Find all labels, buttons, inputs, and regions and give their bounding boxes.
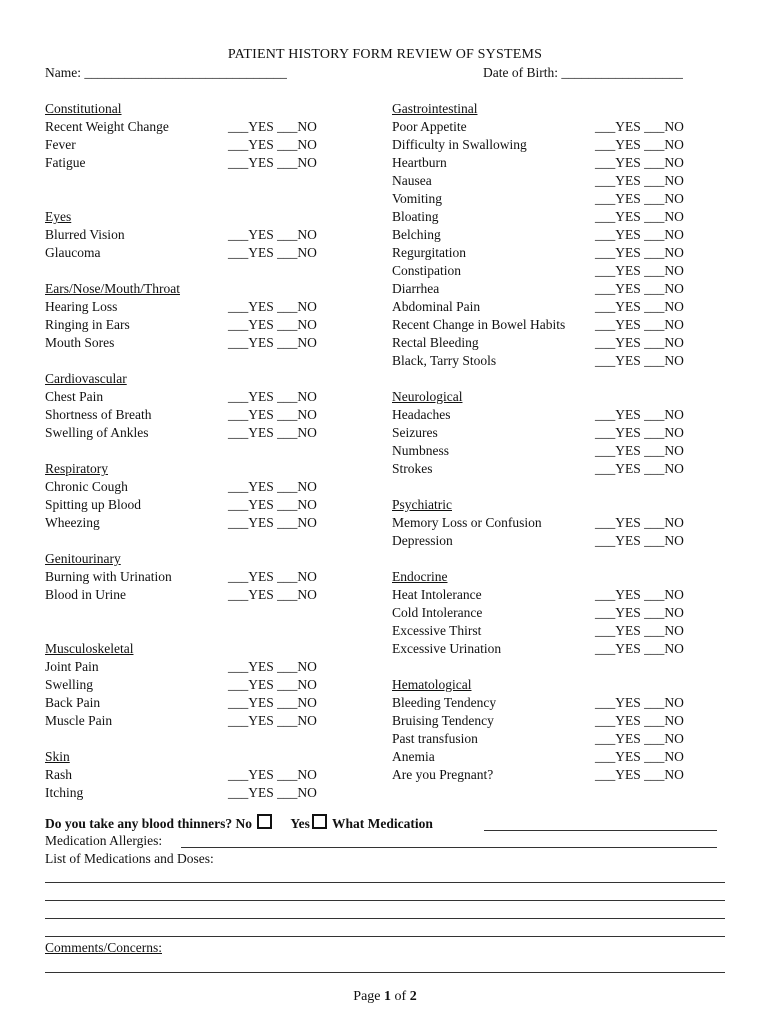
yes-no-field[interactable]: ___YES ___NO xyxy=(228,119,317,134)
symptom-label: Muscle Pain xyxy=(45,713,113,728)
symptom-label: Chronic Cough xyxy=(45,479,128,494)
dob-field[interactable] xyxy=(483,65,683,81)
medication-allergies-label: Medication Allergies: xyxy=(45,833,163,848)
yes-no-field[interactable]: ___YES ___NO xyxy=(595,407,684,422)
page-current: 1 xyxy=(384,989,392,1004)
yes-no-field[interactable]: ___YES ___NO xyxy=(228,497,317,512)
medications-line-4[interactable] xyxy=(45,936,725,937)
yes-no-field[interactable]: ___YES ___NO xyxy=(595,173,684,188)
page-total: 2 xyxy=(409,989,417,1004)
symptom-label: Abdominal Pain xyxy=(392,299,481,314)
symptom-label: Recent Weight Change xyxy=(45,119,169,134)
symptom-label: Vomiting xyxy=(392,191,443,206)
yes-no-field[interactable]: ___YES ___NO xyxy=(595,749,684,764)
form-title: PATIENT HISTORY FORM REVIEW OF SYSTEMS xyxy=(227,47,543,62)
symptom-label: Excessive Thirst xyxy=(392,623,482,638)
name-label: Name: xyxy=(45,65,85,80)
yes-no-field[interactable]: ___YES ___NO xyxy=(595,587,684,602)
yes-no-field[interactable]: ___YES ___NO xyxy=(595,353,684,368)
yes-no-field[interactable]: ___YES ___NO xyxy=(595,731,684,746)
symptom-label: Heat Intolerance xyxy=(392,587,482,602)
symptom-label: Recent Change in Bowel Habits xyxy=(392,317,566,332)
yes-no-field[interactable]: ___YES ___NO xyxy=(595,155,684,170)
symptom-label: Shortness of Breath xyxy=(45,407,152,422)
yes-no-field[interactable]: ___YES ___NO xyxy=(595,695,684,710)
symptom-label: Glaucoma xyxy=(45,245,101,260)
symptom-label: Strokes xyxy=(392,461,433,476)
symptom-label: Memory Loss or Confusion xyxy=(392,515,542,530)
symptom-label: Swelling xyxy=(45,677,94,692)
symptom-label: Chest Pain xyxy=(45,389,104,404)
yes-no-field[interactable]: ___YES ___NO xyxy=(595,767,684,782)
symptom-label: Joint Pain xyxy=(45,659,99,674)
yes-no-field[interactable]: ___YES ___NO xyxy=(595,641,684,656)
yes-no-field[interactable]: ___YES ___NO xyxy=(228,407,317,422)
name-field[interactable] xyxy=(45,65,287,81)
right-section-heading: Gastrointestinal xyxy=(392,101,478,116)
symptom-label: Bruising Tendency xyxy=(392,713,494,728)
no-checkbox[interactable] xyxy=(257,814,272,829)
medications-line-1[interactable] xyxy=(45,882,725,883)
dob-label: Date of Birth: xyxy=(483,65,562,80)
symptom-label: Fatigue xyxy=(45,155,86,170)
yes-no-field[interactable]: ___YES ___NO xyxy=(228,245,317,260)
yes-no-field[interactable]: ___YES ___NO xyxy=(228,137,317,152)
yes-no-field[interactable]: ___YES ___NO xyxy=(595,191,684,206)
symptom-label: Excessive Urination xyxy=(392,641,502,656)
symptom-label: Diarrhea xyxy=(392,281,440,296)
yes-no-field[interactable]: ___YES ___NO xyxy=(595,335,684,350)
symptom-label: Mouth Sores xyxy=(45,335,115,350)
symptom-label: Bloating xyxy=(392,209,439,224)
symptom-label: Cold Intolerance xyxy=(392,605,483,620)
yes-no-field[interactable]: ___YES ___NO xyxy=(228,425,317,440)
yes-no-field[interactable]: ___YES ___NO xyxy=(228,713,317,728)
dob-blank: __________________ xyxy=(561,65,683,80)
yes-no-field[interactable]: ___YES ___NO xyxy=(595,623,684,638)
symptom-label: Back Pain xyxy=(45,695,101,710)
symptom-label: Swelling of Ankles xyxy=(45,425,149,440)
page-word: Page xyxy=(353,989,385,1004)
yes-no-field[interactable]: ___YES ___NO xyxy=(228,227,317,242)
right-section-heading: Hematological xyxy=(392,677,472,692)
symptom-label: Bleeding Tendency xyxy=(392,695,497,710)
symptom-label: Blurred Vision xyxy=(45,227,125,242)
yes-no-field[interactable]: ___YES ___NO xyxy=(228,587,317,602)
symptom-label: Burning with Urination xyxy=(45,569,172,584)
comments-label: Comments/Concerns: xyxy=(45,940,162,955)
name-blank: ______________________________ xyxy=(84,65,287,80)
right-section-heading: Endocrine xyxy=(392,569,448,584)
yes-no-field[interactable]: ___YES ___NO xyxy=(595,443,684,458)
symptom-label: Numbness xyxy=(392,443,449,458)
yes-no-field[interactable]: ___YES ___NO xyxy=(595,245,684,260)
what-medication-field[interactable] xyxy=(484,830,717,831)
symptom-label: Seizures xyxy=(392,425,438,440)
symptom-label: Blood in Urine xyxy=(45,587,126,602)
symptom-label: Rash xyxy=(45,767,72,782)
symptom-label: Difficulty in Swallowing xyxy=(392,137,527,152)
left-section-heading: Genitourinary xyxy=(45,551,121,566)
symptom-label: Hearing Loss xyxy=(45,299,118,314)
symptom-label: Belching xyxy=(392,227,441,242)
left-section-heading: Ears/Nose/Mouth/Throat xyxy=(45,281,180,296)
symptom-label: Itching xyxy=(45,785,84,800)
yes-no-field[interactable]: ___YES ___NO xyxy=(595,281,684,296)
yes-no-field[interactable]: ___YES ___NO xyxy=(228,659,317,674)
symptom-label: Depression xyxy=(392,533,453,548)
yes-no-field[interactable]: ___YES ___NO xyxy=(595,533,684,548)
blood-thinners-question xyxy=(45,814,433,832)
yes-no-field[interactable]: ___YES ___NO xyxy=(228,299,317,314)
yes-no-field[interactable]: ___YES ___NO xyxy=(228,677,317,692)
medications-line-2[interactable] xyxy=(45,900,725,901)
symptom-label: Regurgitation xyxy=(392,245,466,260)
left-section-heading: Musculoskeletal xyxy=(45,641,134,656)
yes-no-field[interactable]: ___YES ___NO xyxy=(228,515,317,530)
symptom-label: Anemia xyxy=(392,749,435,764)
yes-no-field[interactable]: ___YES ___NO xyxy=(595,461,684,476)
yes-no-field[interactable]: ___YES ___NO xyxy=(228,335,317,350)
medication-allergies-field[interactable] xyxy=(181,847,717,848)
yes-no-field[interactable]: ___YES ___NO xyxy=(595,713,684,728)
left-section-heading: Constitutional xyxy=(45,101,122,116)
medications-label: List of Medications and Doses: xyxy=(45,851,214,866)
symptom-label: Headaches xyxy=(392,407,451,422)
symptom-label: Fever xyxy=(45,137,76,152)
yes-no-field[interactable]: ___YES ___NO xyxy=(228,155,317,170)
symptom-label: Are you Pregnant? xyxy=(392,767,494,782)
yes-no-field[interactable]: ___YES ___NO xyxy=(228,389,317,404)
symptom-label: Poor Appetite xyxy=(392,119,467,134)
left-section-heading: Respiratory xyxy=(45,461,108,476)
yes-no-field[interactable]: ___YES ___NO xyxy=(595,515,684,530)
what-medication-label: What Medication xyxy=(328,816,433,831)
yes-no-field[interactable]: ___YES ___NO xyxy=(228,317,317,332)
yes-no-field[interactable]: ___YES ___NO xyxy=(595,299,684,314)
yes-no-field[interactable]: ___YES ___NO xyxy=(228,695,317,710)
yes-no-field[interactable]: ___YES ___NO xyxy=(595,209,684,224)
yes-no-field[interactable]: ___YES ___NO xyxy=(228,785,317,800)
symptom-label: Rectal Bleeding xyxy=(392,335,479,350)
yes-no-field[interactable]: ___YES ___NO xyxy=(595,227,684,242)
yes-no-field[interactable]: ___YES ___NO xyxy=(595,119,684,134)
yes-no-field[interactable]: ___YES ___NO xyxy=(595,263,684,278)
yes-no-field[interactable]: ___YES ___NO xyxy=(595,317,684,332)
symptom-label: Wheezing xyxy=(45,515,100,530)
yes-no-field[interactable]: ___YES ___NO xyxy=(228,767,317,782)
right-section-heading: Psychiatric xyxy=(392,497,452,512)
symptom-label: Nausea xyxy=(392,173,432,188)
yes-no-field[interactable]: ___YES ___NO xyxy=(595,425,684,440)
blood-thinners-label: Do you take any blood thinners? No xyxy=(45,816,256,831)
yes-checkbox[interactable] xyxy=(312,814,327,829)
yes-no-field[interactable]: ___YES ___NO xyxy=(228,569,317,584)
symptom-label: Constipation xyxy=(392,263,462,278)
comments-field[interactable] xyxy=(45,972,725,973)
page-footer xyxy=(0,989,770,1005)
symptom-label: Past transfusion xyxy=(392,731,478,746)
symptom-label: Heartburn xyxy=(392,155,447,170)
yes-no-field[interactable]: ___YES ___NO xyxy=(595,137,684,152)
symptom-label: Spitting up Blood xyxy=(45,497,142,512)
right-section-heading: Neurological xyxy=(392,389,463,404)
yes-label: Yes xyxy=(290,816,310,831)
left-section-heading: Cardiovascular xyxy=(45,371,127,386)
page-of: of xyxy=(391,989,410,1004)
left-section-heading: Eyes xyxy=(45,209,72,224)
symptom-label: Ringing in Ears xyxy=(45,317,130,332)
medications-line-3[interactable] xyxy=(45,918,725,919)
symptom-label: Black, Tarry Stools xyxy=(392,353,497,368)
yes-no-field[interactable]: ___YES ___NO xyxy=(228,479,317,494)
left-section-heading: Skin xyxy=(45,749,70,764)
yes-no-field[interactable]: ___YES ___NO xyxy=(595,605,684,620)
